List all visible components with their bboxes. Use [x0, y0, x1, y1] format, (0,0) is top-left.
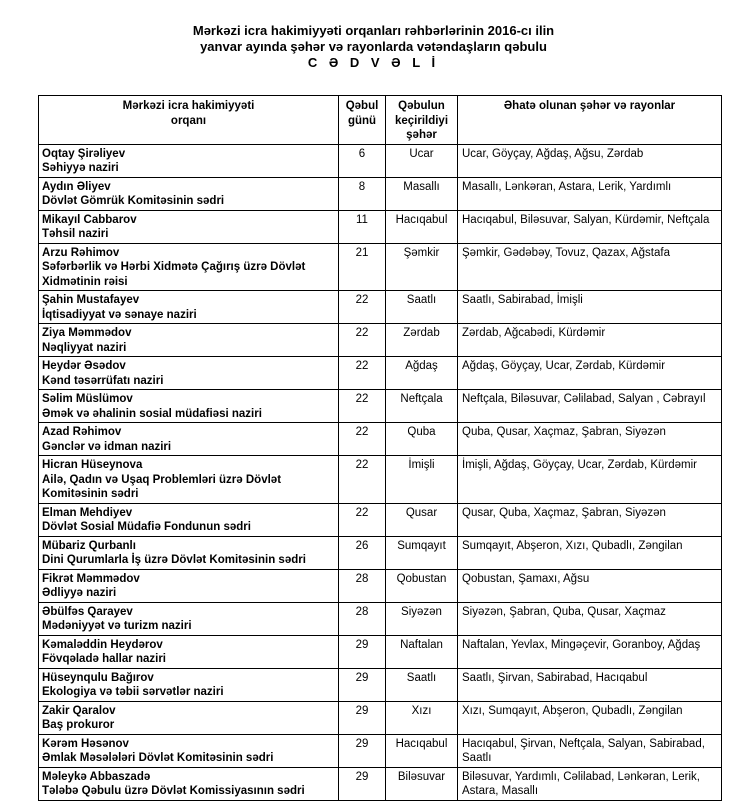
cell-reception-day	[339, 536, 386, 569]
reception-city: Qusar	[405, 506, 438, 519]
header-city-line1: Qəbulun	[398, 100, 445, 112]
reception-day: 29	[355, 671, 369, 684]
reception-city: Ucar	[409, 147, 434, 160]
reception-city: Naftalan	[400, 638, 443, 651]
covered-areas: Sumqayıt, Abşeron, Xızı, Qubadlı, Zəngilan	[462, 539, 683, 552]
cell-reception-day	[339, 456, 386, 504]
cell-reception-city	[386, 210, 458, 243]
reception-day: 21	[355, 246, 369, 259]
cell-reception-city	[386, 456, 458, 504]
reception-city: Sumqayıt	[397, 539, 446, 552]
table-row	[39, 701, 722, 734]
cell-covered-areas	[458, 734, 722, 767]
table-row	[39, 357, 722, 390]
title-line-3: C Ə D V Ə L İ	[307, 55, 440, 70]
cell-reception-day	[339, 503, 386, 536]
covered-areas: Ağdaş, Göyçay, Ucar, Zərdab, Kürdəmir	[462, 360, 666, 372]
table-row	[39, 668, 722, 701]
title-line-1: Mərkəzi icra hakimiyyəti orqanları rəhbərlərinin 2016-cı ilin	[192, 23, 555, 38]
header-organ	[39, 96, 339, 145]
table-row	[39, 324, 722, 357]
official-name: Hüseynqulu Bağırov	[42, 671, 154, 684]
cell-reception-city	[386, 357, 458, 390]
reception-day: 22	[355, 459, 369, 471]
reception-schedule-table	[38, 95, 722, 801]
table-row	[39, 456, 722, 504]
reception-day: 22	[355, 360, 369, 372]
cell-reception-city	[386, 536, 458, 569]
official-name: Fikrət Məmmədov	[42, 572, 140, 585]
cell-reception-city	[386, 243, 458, 291]
reception-day: 29	[355, 770, 369, 783]
cell-reception-city	[386, 291, 458, 324]
cell-reception-city	[386, 767, 458, 800]
cell-reception-city	[386, 701, 458, 734]
reception-city: Zərdab	[403, 327, 440, 339]
reception-day: 28	[355, 572, 369, 585]
official-position: Kənd təsərrüfatı naziri	[42, 374, 164, 387]
cell-reception-day	[339, 701, 386, 734]
official-position: Səhiyyə naziri	[42, 162, 119, 174]
official-name: Kəmaləddin Heydərov	[42, 638, 163, 651]
cell-organ	[39, 390, 339, 423]
reception-day: 6	[358, 147, 366, 160]
reception-city: Quba	[407, 426, 436, 438]
reception-day: 22	[355, 426, 369, 438]
official-name: Hicran Hüseynova	[42, 459, 143, 471]
covered-areas: Qusar, Quba, Xaçmaz, Şabran, Siyəzən	[462, 506, 666, 519]
table-row	[39, 390, 722, 423]
official-position: Fövqəladə hallar naziri	[42, 653, 166, 665]
cell-reception-city	[386, 324, 458, 357]
cell-reception-day	[339, 357, 386, 390]
header-city-line2: keçirildiyi	[394, 114, 449, 127]
table-row	[39, 602, 722, 635]
reception-city: Xızı	[411, 704, 432, 717]
official-position: Ədliyyə naziri	[42, 587, 117, 599]
covered-areas: Saatlı, Şirvan, Sabirabad, Hacıqabul	[462, 671, 648, 684]
cell-organ	[39, 243, 339, 291]
official-position: Baş prokuror	[42, 719, 115, 731]
official-position: Əmək və əhalinin sosial müdafiəsi naziri	[42, 407, 262, 420]
header-city	[386, 96, 458, 145]
reception-city: Qobustan	[396, 572, 447, 585]
cell-organ	[39, 177, 339, 210]
reception-city: Saatlı	[406, 671, 437, 684]
cell-covered-areas	[458, 390, 722, 423]
covered-areas: İmişli, Ağdaş, Göyçay, Ucar, Zərdab, Kürdəmir	[462, 459, 697, 471]
covered-areas: Hacıqabul, Biləsuvar, Salyan, Kürdəmir, Neftçala	[462, 213, 710, 226]
cell-covered-areas	[458, 243, 722, 291]
cell-reception-day	[339, 144, 386, 177]
cell-reception-city	[386, 569, 458, 602]
cell-covered-areas	[458, 569, 722, 602]
covered-areas: Biləsuvar, Yardımlı, Cəlilabad, Lənkəran, Lerik, Astara, Masallı	[462, 770, 701, 797]
cell-reception-day	[339, 291, 386, 324]
table-row	[39, 423, 722, 456]
document-title	[0, 23, 747, 71]
official-name: Məleykə Abbaszadə	[42, 770, 151, 783]
covered-areas: Siyəzən, Şabran, Quba, Qusar, Xaçmaz	[462, 605, 666, 618]
covered-areas: Hacıqabul, Şirvan, Neftçala, Salyan, Sabirabad, Saatlı	[462, 737, 705, 764]
cell-organ	[39, 668, 339, 701]
table-row	[39, 243, 722, 291]
reception-city: Masallı	[403, 180, 440, 193]
official-position: Ailə, Qadın və Uşaq Problemləri üzrə Dövlət Komitəsinin sədri	[42, 473, 282, 500]
cell-organ	[39, 635, 339, 668]
table-row	[39, 536, 722, 569]
header-day-line2: günü	[347, 114, 377, 127]
cell-organ	[39, 701, 339, 734]
cell-organ	[39, 734, 339, 767]
official-name: Elman Mehdiyev	[42, 506, 133, 519]
cell-reception-city	[386, 602, 458, 635]
cell-covered-areas	[458, 668, 722, 701]
table-row	[39, 569, 722, 602]
official-position: İqtisadiyyat və sənaye naziri	[42, 308, 197, 321]
cell-organ	[39, 357, 339, 390]
cell-reception-day	[339, 177, 386, 210]
cell-organ	[39, 569, 339, 602]
cell-organ	[39, 144, 339, 177]
cell-covered-areas	[458, 144, 722, 177]
cell-reception-city	[386, 423, 458, 456]
official-name: Arzu Rəhimov	[42, 246, 120, 259]
cell-covered-areas	[458, 701, 722, 734]
cell-reception-city	[386, 668, 458, 701]
cell-covered-areas	[458, 635, 722, 668]
cell-organ	[39, 602, 339, 635]
cell-reception-day	[339, 602, 386, 635]
table-row	[39, 177, 722, 210]
covered-areas: Masallı, Lənkəran, Astara, Lerik, Yardımlı	[462, 180, 672, 193]
cell-reception-day	[339, 734, 386, 767]
header-day	[339, 96, 386, 145]
cell-reception-city	[386, 177, 458, 210]
table-row	[39, 635, 722, 668]
cell-covered-areas	[458, 291, 722, 324]
cell-organ	[39, 767, 339, 800]
cell-reception-day	[339, 210, 386, 243]
official-name: Heydər Əsədov	[42, 360, 126, 372]
reception-city: Şəmkir	[403, 246, 440, 259]
covered-areas: Neftçala, Biləsuvar, Cəlilabad, Salyan , Cəbrayıl	[462, 393, 706, 405]
reception-day: 29	[355, 737, 369, 750]
official-name: Zakir Qaralov	[42, 704, 116, 717]
cell-organ	[39, 503, 339, 536]
official-name: Şahin Mustafayev	[42, 294, 140, 306]
reception-city: Hacıqabul	[395, 737, 448, 750]
cell-covered-areas	[458, 210, 722, 243]
official-name: Aydın Əliyev	[42, 180, 111, 193]
official-position: Ekologiya və təbii sərvətlər naziri	[42, 686, 224, 698]
cell-reception-day	[339, 767, 386, 800]
header-organ-line1: Mərkəzi icra hakimiyyəti	[122, 100, 255, 112]
covered-areas: Qobustan, Şamaxı, Ağsu	[462, 572, 590, 585]
cell-reception-city	[386, 734, 458, 767]
cell-reception-day	[339, 390, 386, 423]
official-name: Mübariz Qurbanlı	[42, 539, 136, 552]
reception-day: 28	[355, 605, 369, 618]
table-row	[39, 503, 722, 536]
cell-reception-city	[386, 503, 458, 536]
title-line-2: yanvar ayında şəhər və rayonlarda vətəndaşların qəbulu	[200, 39, 547, 54]
cell-reception-day	[339, 243, 386, 291]
cell-covered-areas	[458, 324, 722, 357]
official-position: Gənclər və idman naziri	[42, 440, 172, 453]
reception-day: 26	[355, 539, 369, 552]
table-row	[39, 210, 722, 243]
reception-day: 11	[356, 213, 368, 226]
cell-reception-day	[339, 635, 386, 668]
table-row	[39, 734, 722, 767]
official-position: Mədəniyyət və turizm naziri	[42, 620, 192, 632]
cell-organ	[39, 324, 339, 357]
official-name: Mikayıl Cabbarov	[42, 213, 137, 226]
cell-organ	[39, 536, 339, 569]
cell-covered-areas	[458, 767, 722, 800]
cell-reception-day	[339, 569, 386, 602]
official-name: Ziya Məmmədov	[42, 327, 132, 339]
official-position: Tələbə Qəbulu üzrə Dövlət Komissiyasının sədri	[42, 785, 305, 797]
official-position: Təhsil naziri	[42, 228, 109, 240]
reception-day: 22	[355, 294, 369, 306]
table-row	[39, 767, 722, 800]
cell-organ	[39, 210, 339, 243]
covered-areas: Ucar, Göyçay, Ağdaş, Ağsu, Zərdab	[462, 147, 644, 160]
official-position: Dövlət Sosial Müdafiə Fondunun sədri	[42, 521, 251, 533]
cell-covered-areas	[458, 177, 722, 210]
reception-day: 22	[355, 506, 369, 519]
header-city-line3: şəhər	[406, 129, 437, 141]
official-name: Azad Rəhimov	[42, 426, 122, 438]
header-areas	[458, 96, 722, 145]
covered-areas: Zərdab, Ağcabədi, Kürdəmir	[462, 327, 606, 339]
cell-covered-areas	[458, 503, 722, 536]
cell-covered-areas	[458, 456, 722, 504]
cell-organ	[39, 456, 339, 504]
cell-organ	[39, 291, 339, 324]
covered-areas: Şəmkir, Gədəbəy, Tovuz, Qazax, Ağstafa	[462, 246, 670, 259]
reception-city: Hacıqabul	[395, 213, 448, 226]
covered-areas: Xızı, Sumqayıt, Abşeron, Qubadlı, Zəngilan	[462, 704, 683, 717]
reception-city: Neftçala	[400, 393, 443, 405]
official-position: Dövlət Gömrük Komitəsinin sədri	[42, 195, 225, 207]
covered-areas: Quba, Qusar, Xaçmaz, Şabran, Siyəzən	[462, 426, 666, 438]
reception-city: Saatlı	[406, 294, 437, 306]
official-position: Əmlak Məsələləri Dövlət Komitəsinin sədri	[42, 752, 274, 764]
cell-reception-day	[339, 324, 386, 357]
header-areas-line1: Əhatə olunan şəhər və rayonlar	[503, 100, 676, 112]
header-day-line1: Qəbul	[345, 100, 379, 112]
official-name: Kərəm Həsənov	[42, 737, 129, 750]
cell-covered-areas	[458, 423, 722, 456]
cell-covered-areas	[458, 536, 722, 569]
reception-day: 8	[358, 180, 366, 193]
official-name: Səlim Müslümov	[42, 393, 133, 405]
reception-day: 29	[355, 704, 369, 717]
reception-day: 22	[355, 393, 369, 405]
reception-day: 22	[355, 327, 369, 339]
cell-reception-day	[339, 668, 386, 701]
cell-covered-areas	[458, 357, 722, 390]
cell-reception-city	[386, 144, 458, 177]
cell-reception-city	[386, 390, 458, 423]
cell-reception-day	[339, 423, 386, 456]
reception-city: Siyəzən	[401, 605, 442, 618]
table-row	[39, 144, 722, 177]
table-row	[39, 291, 722, 324]
reception-day: 29	[355, 638, 369, 651]
header-organ-line2: orqanı	[170, 114, 207, 127]
cell-reception-city	[386, 635, 458, 668]
table-header-row	[39, 96, 722, 145]
covered-areas: Saatlı, Sabirabad, İmişli	[462, 294, 583, 306]
official-name: Əbülfəs Qarayev	[42, 605, 133, 618]
cell-covered-areas	[458, 602, 722, 635]
cell-organ	[39, 423, 339, 456]
reception-city: Biləsuvar	[397, 770, 446, 783]
official-position: Dini Qurumlarla İş üzrə Dövlət Komitəsinin sədri	[42, 554, 306, 566]
reception-city: Ağdaş	[405, 360, 438, 372]
official-position: Nəqliyyat naziri	[42, 341, 127, 354]
reception-city: İmişli	[408, 459, 435, 471]
covered-areas: Naftalan, Yevlax, Mingəçevir, Goranboy, Ağdaş	[462, 638, 701, 651]
official-position: Səfərbərlik və Hərbi Xidmətə Çağırış üzrə Dövlət Xidmətinin rəisi	[42, 261, 306, 288]
official-name: Oqtay Şirəliyev	[42, 147, 126, 160]
